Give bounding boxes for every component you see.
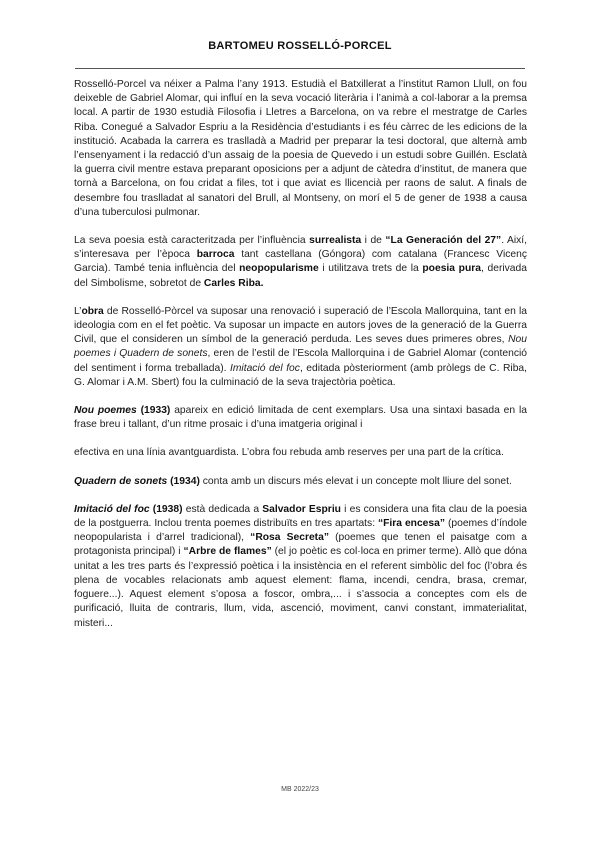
paragraph-nou-poemes-continued: efectiva en una línia avantguardista. L’obra fou rebuda amb reserves per una part de la crítica. [74,447,504,459]
document-body [74,78,527,645]
page-title: BARTOMEU ROSSELLÓ-PORCEL [208,40,392,52]
page-footer: MB 2022/23 [281,786,319,793]
title-divider [75,68,525,69]
paragraph-nou-poemes: Nou poemes (1933) apareix en edició limitada de cent exemplars. Usa una sintaxi basada en la frase breu i tallant, d’un ritme prosaic i d’una imatgeria original i [74,405,527,431]
paragraph-quadern-de-sonets: Quadern de sonets (1934) conta amb un discurs més elevat i un concepte molt lliure del sonet. [74,475,512,487]
paragraph-influences: La seva poesia està caracteritzada per l’influència surrealista i de “La Generación del 27”. Així, s’interesava per l’època barroca tant castellana (Góngora) com catalana (Francesc Vicenç Garcia). També tenia influència del neopopularisme i utilitzava trets de la poesia pura, derivada del Simbolisme, sobretot de Carles Riba. [74,235,527,289]
paragraph-biography: Rosselló-Porcel va néixer a Palma l’any 1913. Estudià el Batxillerat a l’institut Ramon Llull, on fou deixeble de Gabriel Alomar, qui influí en la seva vocació literària i l’animà a col·laborar a la premsa local. A partir de 1930 estudià Filosofia i Lletres a Barcelona, on va rebre el mestratge de Carles Riba. Conegué a Salvador Espriu a la Residència d’estudiants i es féu càrrec de les edicions de la institució. Acabada la carrera es traslladà a Madrid per preparar la tesi doctoral, que alternà amb l’ensenyament i la redacció d’un assaig de la poesia de Quevedo i un estudi sobre Guillén. Esclatà la guerra civil mentre estava preparant oposicions per a adjunt de càtedra d’institut, de manera que tornà a Barcelona, on fou cridat a files, tot i que aviat es llicencià per raons de salut. A finals de desembre fou traslladat al sanatori del Brull, al Montseny, on morí el 5 de gener de 1938 a causa d’una tuberculosi pulmonar. [74,79,527,218]
paragraph-imitacio-del-foc: Imitació del foc (1938) està dedicada a Salvador Espriu i es considera una fita clau de la poesia de la postguerra. Inclou trenta poemes distribuïts en tres apartats: “Fira encesa” (poemes d’índole neopopularista i d’arrel tradicional), “Rosa Secreta” (poemes que tenen el paisatge com a protagonista principal) i “Arbre de flames” (el jo poètic es col·loca en primer terme). Allò que dóna unitat a les tres parts és l’expressió poètica i la insistència en el referent simbòlic del foc (l’obra és plena de vocables relacionats amb aquest element: flama, incendi, cendra, brasa, cremar, foguere...). Aquest element s’oposa a foscor, ombra,... i s’associa a conceptes com els de purificació, lluita de contraris, llum, vida, ascenció, moviment, canvi constant, immaterialitat, misteri... [74,503,527,629]
paragraph-work: L’obra de Rosselló-Pòrcel va suposar una renovació i superació de l’Escola Mallorquina, tant en la ideologia com en el fet poètic. Va suposar un impacte en autors joves de la generació de la Guerra Civil, que el consideren un símbol de la generació perduda. Les seves dues primeres obres, Nou poemes i Quadern de sonets, eren de l’estil de l’Escola Mallorquina i de Gabriel Alomar (contenció del sentiment i forma treballada). Imitació del foc, editada pòsteriorment (amb pròlegs de C. Riba, G. Alomar i A.M. Sbert) fou la culminació de la seva trajectòria poètica. [74,305,528,388]
